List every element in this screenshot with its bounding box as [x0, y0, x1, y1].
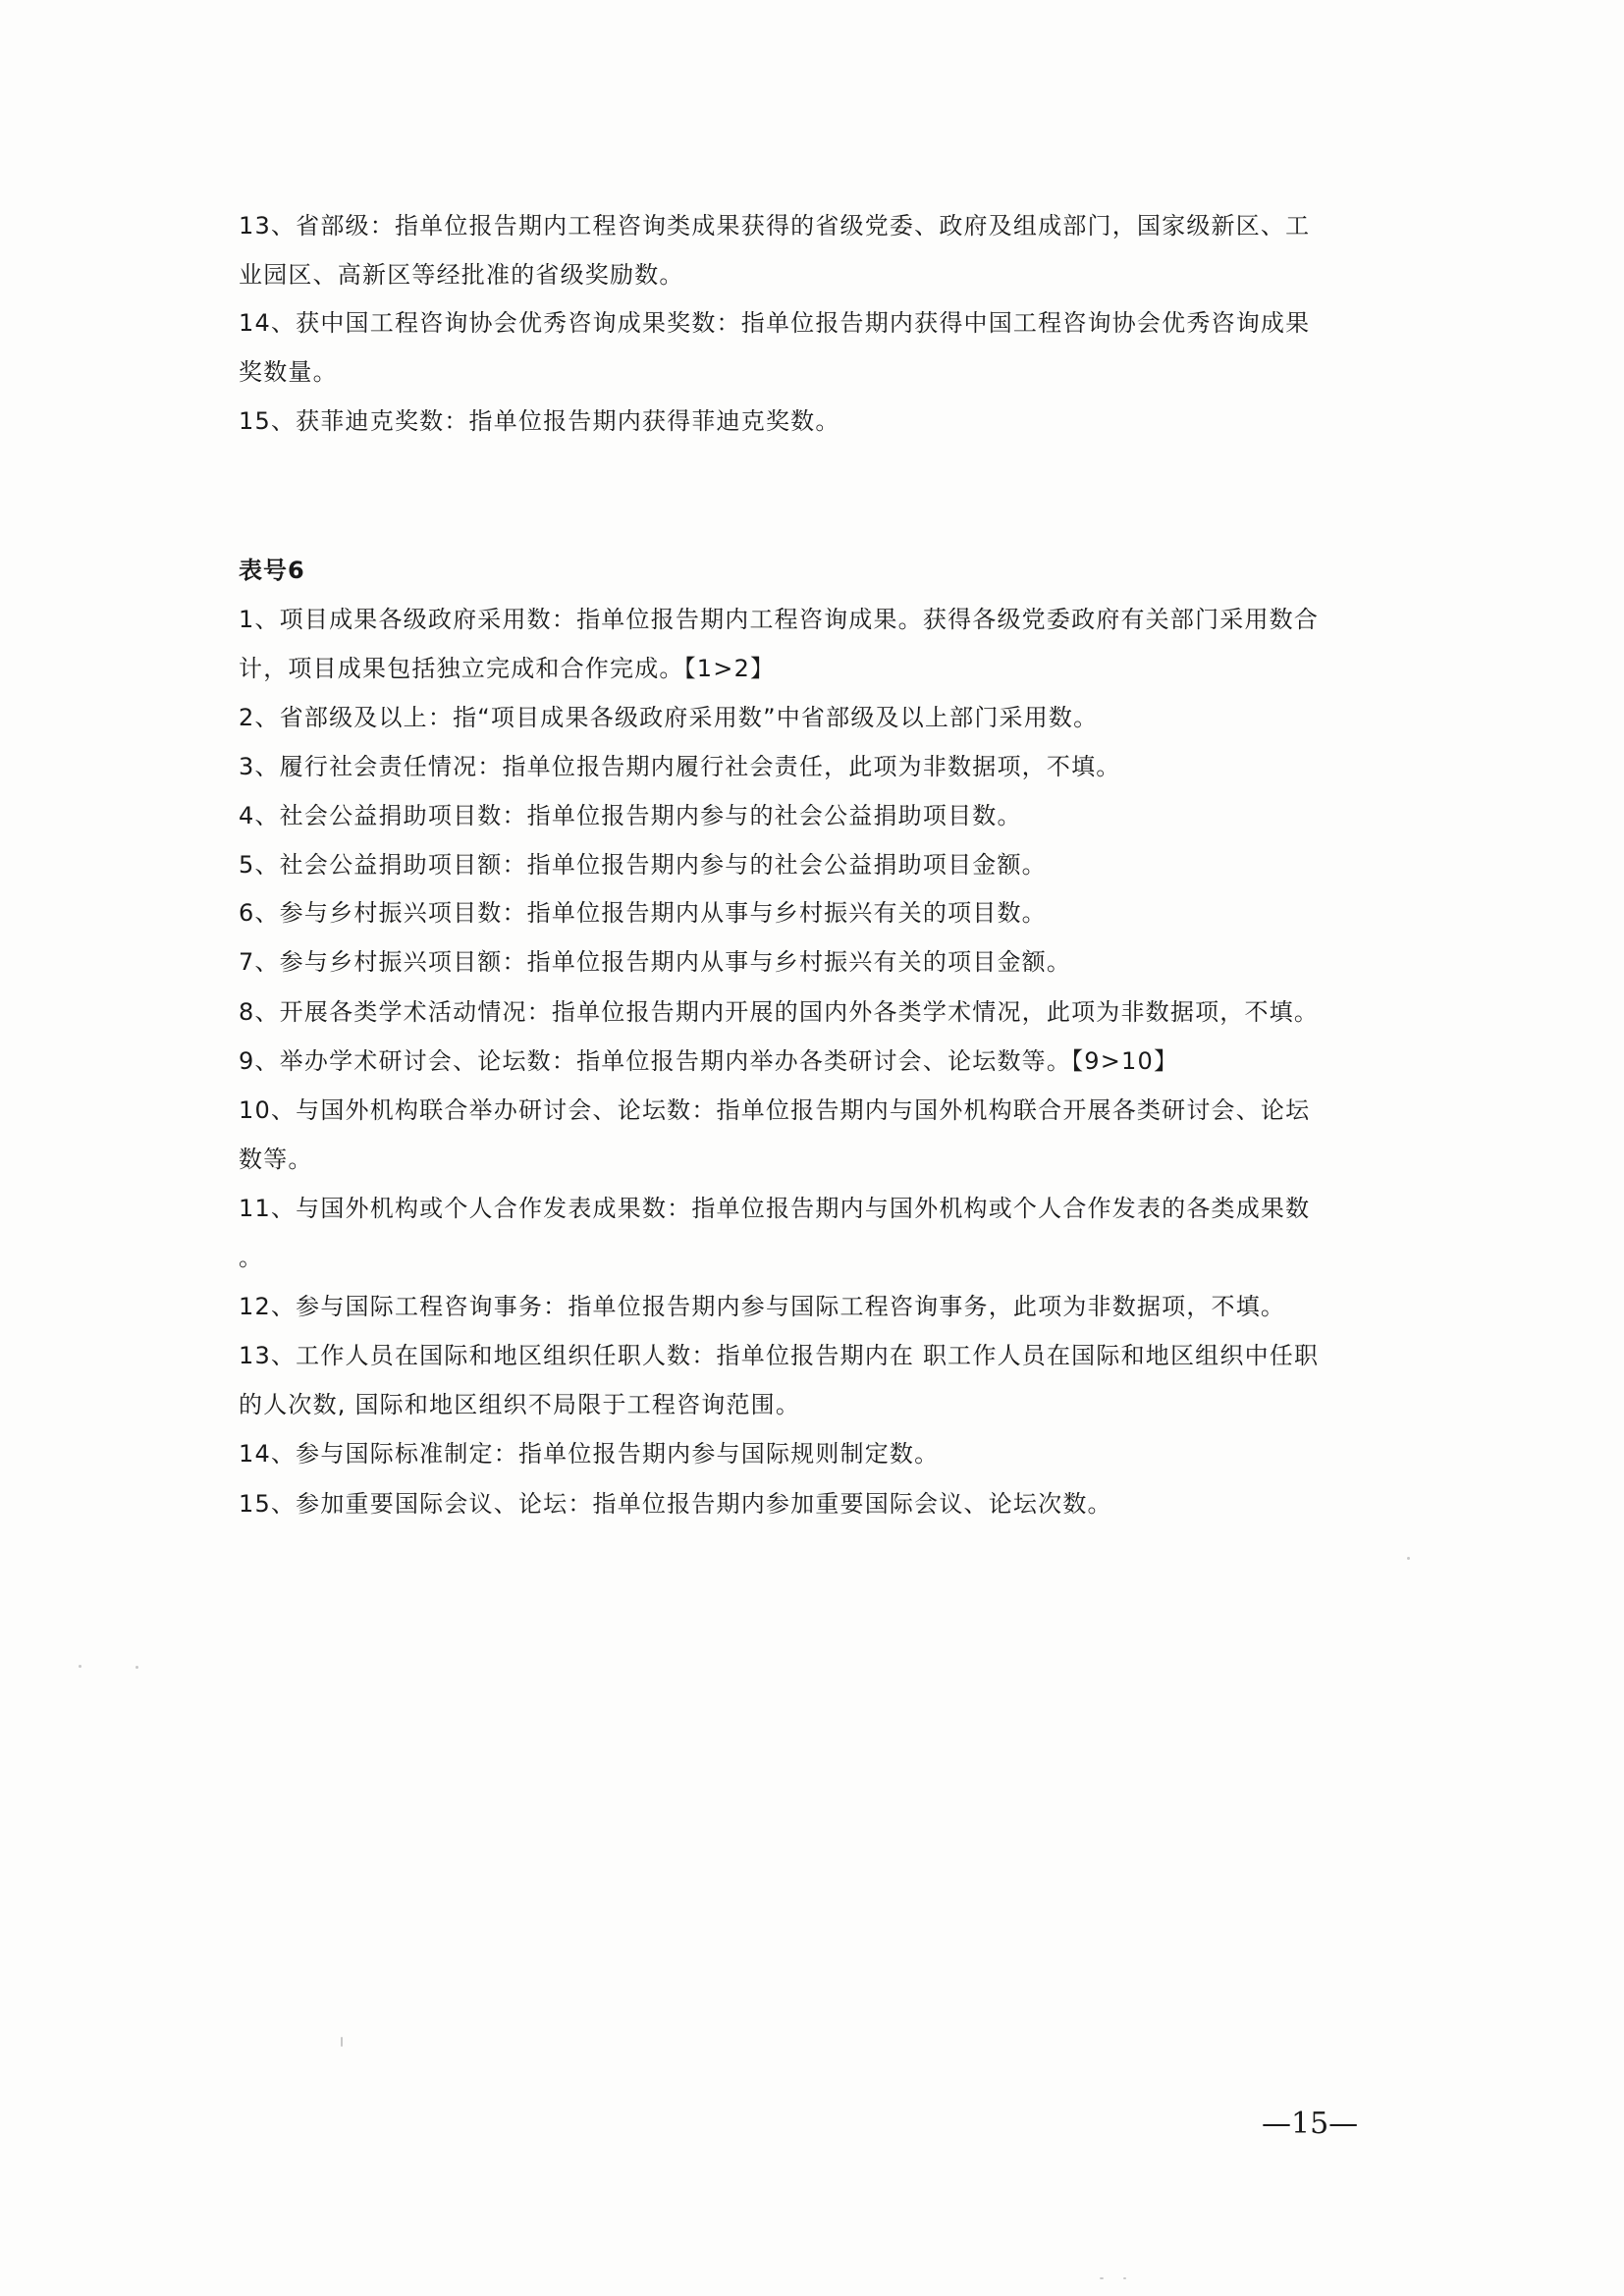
- scan-speck: [1100, 2277, 1104, 2279]
- table6-item-1-line2: 计，项目成果包括独立完成和合作完成。【1>2】: [239, 655, 776, 682]
- table6-item-7: 7、参与乡村振兴项目额：指单位报告期内从事与乡村振兴有关的项目金额。: [239, 948, 1072, 976]
- prev-item-13-line2: 业园区、高新区等经批准的省级奖励数。: [239, 261, 684, 289]
- table6-item-9: 9、举办学术研讨会、论坛数：指单位报告期内举办各类研讨会、论坛数等。【9>10】: [239, 1047, 1179, 1075]
- table6-item-6: 6、参与乡村振兴项目数：指单位报告期内从事与乡村振兴有关的项目数。: [239, 899, 1047, 927]
- table6-item-11-line2: 。: [239, 1244, 264, 1271]
- scan-speck: [1123, 2277, 1126, 2279]
- table6-heading: 表号6: [239, 557, 305, 584]
- table6-item-2: 2、省部级及以上：指“项目成果各级政府采用数”中省部级及以上部门采用数。: [239, 704, 1099, 731]
- scan-speck: [79, 1665, 81, 1668]
- table6-item-11-line1: 11、与国外机构或个人合作发表成果数：指单位报告期内与国外机构或个人合作发表的各类成果数: [239, 1195, 1311, 1222]
- table6-item-12: 12、参与国际工程咨询事务：指单位报告期内参与国际工程咨询事务，此项为非数据项，不填。: [239, 1293, 1286, 1320]
- table6-item-3: 3、履行社会责任情况：指单位报告期内履行社会责任，此项为非数据项，不填。: [239, 753, 1121, 780]
- page-number: —15—: [1262, 2107, 1359, 2141]
- table6-item-13-line2: 的人次数, 国际和地区组织不局限于工程咨询范围。: [239, 1391, 801, 1418]
- prev-item-14-line2: 奖数量。: [239, 358, 338, 386]
- table6-item-15: 15、参加重要国际会议、论坛：指单位报告期内参加重要国际会议、论坛次数。: [239, 1490, 1112, 1518]
- scan-speck: [135, 1666, 138, 1669]
- scan-speck: [341, 2037, 343, 2047]
- table6-item-13-line1: 13、工作人员在国际和地区组织任职人数：指单位报告期内在 职工作人员在国际和地区组织中任职: [239, 1342, 1320, 1369]
- table6-item-14: 14、参与国际标准制定：指单位报告期内参与国际规则制定数。: [239, 1440, 940, 1468]
- table6-item-1-line1: 1、项目成果各级政府采用数：指单位报告期内工程咨询成果。获得各级党委政府有关部门采用数合: [239, 606, 1320, 633]
- table6-item-5: 5、社会公益捐助项目额：指单位报告期内参与的社会公益捐助项目金额。: [239, 851, 1047, 879]
- table6-item-10-line1: 10、与国外机构联合举办研讨会、论坛数：指单位报告期内与国外机构联合开展各类研讨会、论坛: [239, 1096, 1311, 1124]
- prev-item-13-line1: 13、省部级：指单位报告期内工程咨询类成果获得的省级党委、政府及组成部门，国家级新区、工: [239, 212, 1311, 240]
- prev-item-14-line1: 14、获中国工程咨询协会优秀咨询成果奖数：指单位报告期内获得中国工程咨询协会优秀咨询成果: [239, 309, 1311, 337]
- table6-item-10-line2: 数等。: [239, 1146, 313, 1173]
- prev-item-15: 15、获菲迪克奖数：指单位报告期内获得菲迪克奖数。: [239, 407, 840, 435]
- table6-item-8: 8、开展各类学术活动情况：指单位报告期内开展的国内外各类学术情况，此项为非数据项，不填。: [239, 998, 1320, 1026]
- table6-item-4: 4、社会公益捐助项目数：指单位报告期内参与的社会公益捐助项目数。: [239, 802, 1022, 829]
- scan-speck: [1407, 1557, 1410, 1560]
